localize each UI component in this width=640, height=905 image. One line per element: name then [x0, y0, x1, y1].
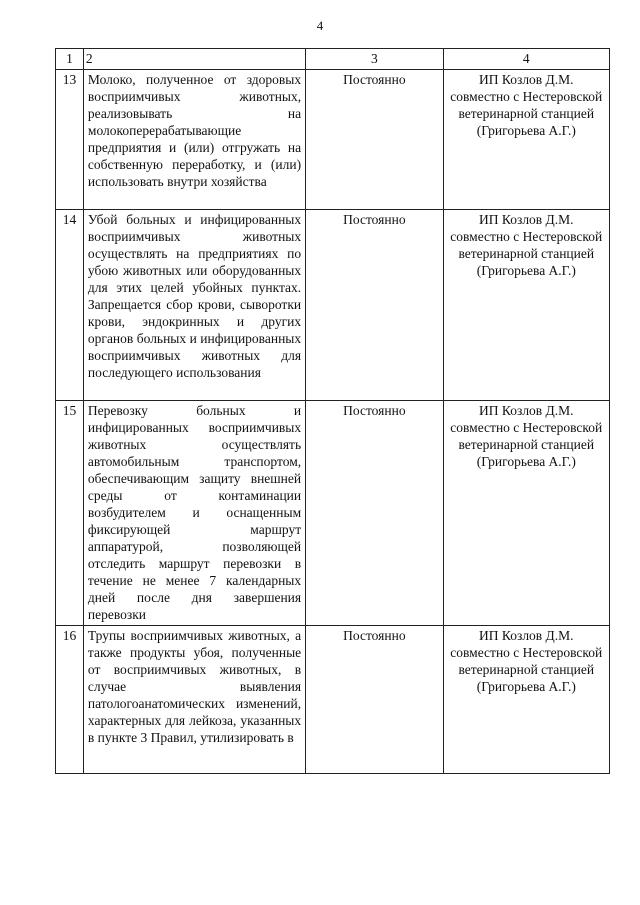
responsible-party: ИП Козлов Д.М. совместно с Нестеровской ветеринарной станцией (Григорьева А.Г.) [443, 70, 609, 210]
measure-description-text: Трупы восприимчивых животных, а также продукты убоя, полученные от восприимчивых животных, в случае выявления патологоанатомических изменений, характерных для лейкоза, указанных в пункте 3 Правил, утилизировать в [87, 628, 302, 745]
column-header-1: 1 [56, 49, 84, 70]
table-header-row [56, 49, 610, 70]
responsible-party: ИП Козлов Д.М. совместно с Нестеровской ветеринарной станцией (Григорьева А.Г.) [443, 210, 609, 401]
column-header-2: 2 [83, 49, 305, 70]
table-row [56, 70, 610, 210]
row-number: 13 [56, 70, 84, 210]
row-number: 14 [56, 210, 84, 401]
measures-table [55, 48, 610, 774]
page-number: 4 [316, 18, 324, 33]
measure-term: Постоянно [306, 626, 443, 774]
table-row [56, 401, 610, 626]
measure-description: Перевозку больных и инфицированных восприимчивых животных осуществлять автомобильным транспортом, обеспечивающим защиту внешней среды от контаминации возбудителем и оснащенным фиксирующей маршрут аппаратурой, позволяющей отследить маршрут перевозки в течение не менее 7 календарных дней после дня завершения перевозки [83, 401, 305, 626]
measure-term: Постоянно [306, 210, 443, 401]
column-header-4: 4 [443, 49, 609, 70]
table-row [56, 210, 610, 401]
column-header-3: 3 [306, 49, 443, 70]
measure-description: Убой больных и инфицированных восприимчивых животных осуществлять на предприятиях по убою животных или оборудованных для этих целей убойных пунктах. Запрещается сбор крови, сыворотки крови, эндокринных и других органов больных и инфицированных восприимчивых животных для последующего использования [83, 210, 305, 401]
responsible-party: ИП Козлов Д.М. совместно с Нестеровской ветеринарной станцией (Григорьева А.Г.) [443, 626, 609, 774]
responsible-party: ИП Козлов Д.М. совместно с Нестеровской ветеринарной станцией (Григорьева А.Г.) [443, 401, 609, 626]
table-row [56, 626, 610, 774]
row-number: 16 [56, 626, 84, 774]
measure-term: Постоянно [306, 70, 443, 210]
row-number: 15 [56, 401, 84, 626]
measure-term: Постоянно [306, 401, 443, 626]
measure-description: Молоко, полученное от здоровых восприимчивых животных, реализовывать на молокоперерабатывающие предприятия и (или) отгружать на собственную переработку, и (или) использовать внутри хозяйства [83, 70, 305, 210]
measure-description [83, 626, 305, 774]
